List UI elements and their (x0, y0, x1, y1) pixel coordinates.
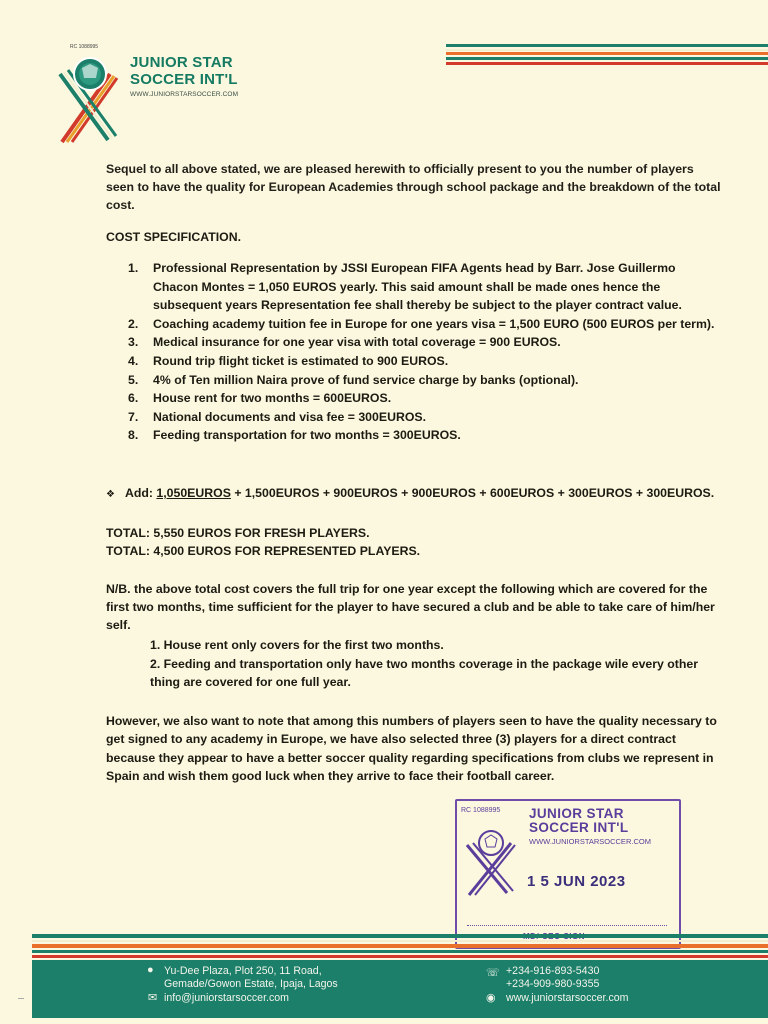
stamp-rc-number: RC 1088995 (461, 807, 501, 814)
total-represented: TOTAL: 4,500 EUROS FOR REPRESENTED PLAYERS. (106, 544, 421, 558)
list-item: 1. Professional Representation by JSSI European FIFA Agents head by Barr. Jose Guillermo Chacon Montes = 1,050 EUROS yearly. This said amount shall be made ones hence the subsequent years Representation fee shall thereby be subject to the player contract value. (128, 261, 682, 313)
add-first-amount: 1,050EUROS (156, 486, 231, 500)
list-item: 5. 4% of Ten million Naira prove of fund service charge by banks (optional). (128, 372, 579, 387)
footer-phones: +234-916-893-5430 +234-909-980-9355 (506, 965, 600, 990)
add-rest-amounts: + 1,500EUROS + 900EUROS + 900EUROS + 600EUROS + 300EUROS + 300EUROS. (230, 486, 715, 500)
footer-address: Yu-Dee Plaza, Plot 250, 11 Road, Gemade/Gowon Estate, Ipaja, Lagos (164, 965, 338, 990)
nb-list (150, 636, 722, 692)
footer-email[interactable]: info@juniorstarsoccer.com (164, 992, 289, 1004)
list-item: 6. House rent for two months = 600EUROS. (128, 391, 392, 406)
nb-paragraph: N/B. the above total cost covers the full trip for one year except the following which are covered for the first two months, time sufficient for the player to have secured a club and be able to take care of him/her self. (106, 582, 715, 632)
intro-paragraph: Sequel to all above stated, we are pleased herewith to officially present to you the number of players seen to have the quality for European Academies through school package and the breakdown of the total cost. (106, 162, 721, 212)
stamp-company-name: JUNIOR STAR SOCCER INT'L (529, 806, 629, 835)
list-item: 3. Medical insurance for one year visa with total coverage = 900 EUROS. (128, 335, 561, 350)
list-item: 7. National documents and visa fee = 300EUROS. (128, 409, 427, 424)
stamp-logo-icon (463, 821, 525, 897)
add-summary-line (106, 486, 714, 500)
footer-stripes (32, 934, 768, 962)
globe-icon: ◉ (486, 992, 496, 1004)
cost-specification-heading: COST SPECIFICATION. (106, 230, 242, 244)
company-stamp (455, 799, 681, 949)
header-stripes (446, 44, 768, 66)
company-name: JUNIOR STAR SOCCER INT'L (130, 54, 238, 88)
logo-rc-number: RC 1088995 (70, 44, 99, 50)
phone-icon: ☏ (486, 967, 500, 979)
list-item: 2. Coaching academy tuition fee in Europe for one years visa = 1,500 EURO (500 EUROS per term). (128, 316, 715, 331)
total-fresh: TOTAL: 5,550 EUROS FOR FRESH PLAYERS. (106, 526, 370, 540)
list-item: 2. Feeding and transportation only have two months coverage in the package wile every other thing are covered for one full year. (150, 656, 699, 690)
envelope-icon: ✉ (148, 992, 158, 1004)
company-website: WWW.JUNIORSTARSOCCER.COM (130, 91, 239, 98)
stamp-date: 1 5 JUN 2023 (527, 873, 626, 890)
list-item: 8. Feeding transportation for two months = 300EUROS. (128, 428, 461, 443)
cost-list (128, 259, 724, 445)
stamp-website: WWW.JUNIORSTARSOCCER.COM (529, 837, 651, 846)
footer-website[interactable]: www.juniorstarsoccer.com (506, 992, 629, 1004)
list-item: 1. House rent only covers for the first two months. (150, 638, 444, 652)
add-label: Add: (124, 486, 153, 500)
margin-mark (18, 998, 24, 999)
totals-block (106, 524, 420, 560)
location-pin-icon: ● (147, 964, 154, 976)
soccer-ball-crossed-sticks-logo (54, 44, 130, 144)
list-item: 4. Round trip flight ticket is estimated to 900 EUROS. (128, 353, 449, 368)
diamond-bullet-icon: ❖ (106, 489, 115, 500)
final-paragraph: However, we also want to note that among this numbers of players seen to have the quality necessary to get signed to any academy in Europe, we have also selected three (3) players for a direct contract because they appear to have a better soccer quality regarding specifications from clubs we represent in Spain and wish them good luck when they arrive to face their football career. (106, 714, 717, 783)
footer-contact-bar (32, 960, 768, 1018)
